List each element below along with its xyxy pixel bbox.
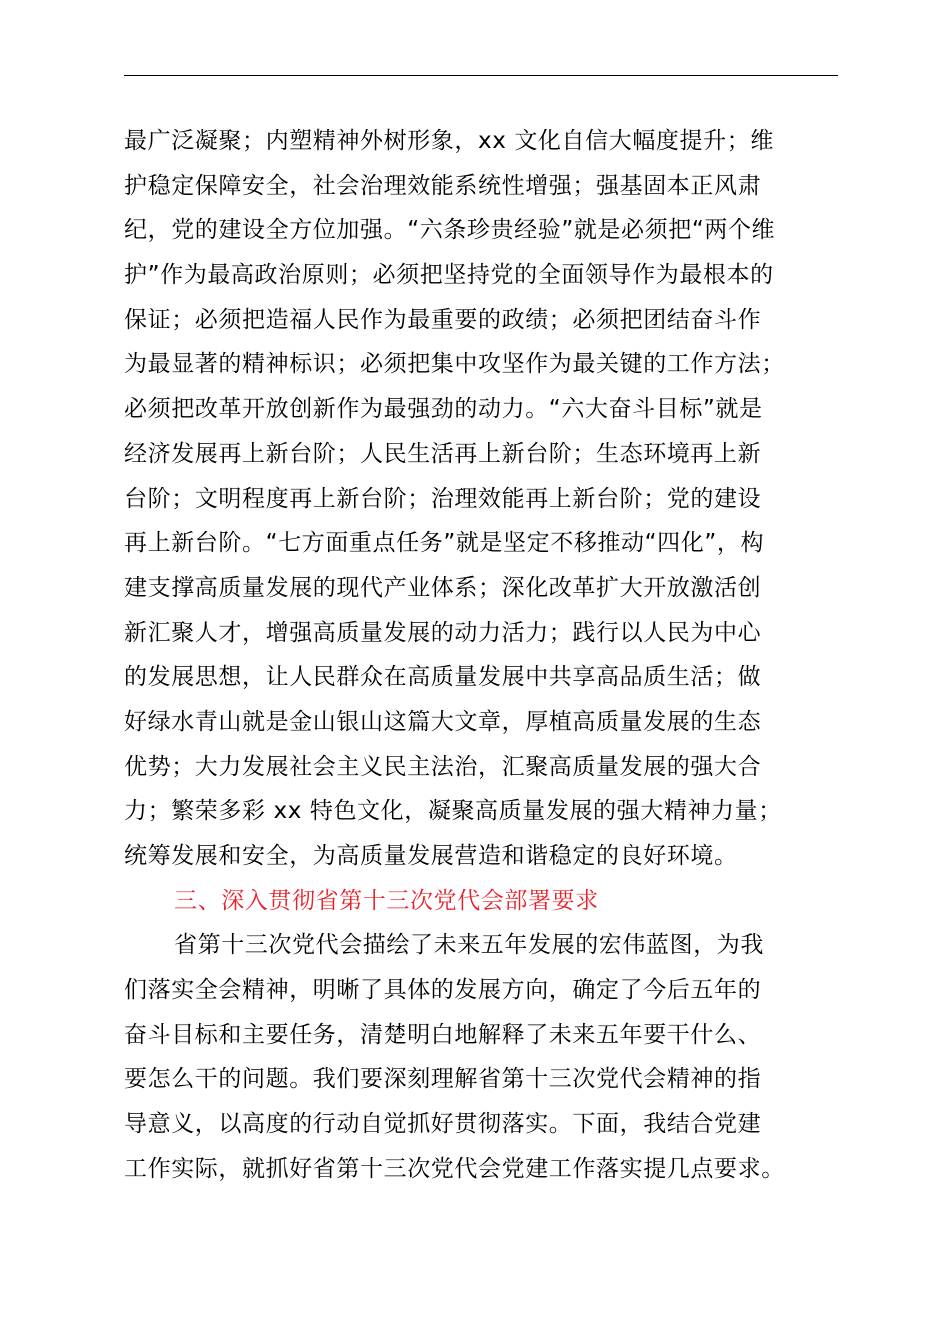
text-line: 保证；必须把造福人民作为最重要的政绩；必须把团结奋斗作 xyxy=(124,306,762,333)
text-line: 统筹发展和安全，为高质量发展营造和谐稳定的良好环境。 xyxy=(124,843,738,869)
text-line: 们落实全会精神，明晰了具体的发展方向，确定了今后五年的 xyxy=(124,977,762,1004)
paragraph-first-line: 省第十三次党代会描绘了未来五年发展的宏伟蓝图，为我 xyxy=(174,932,764,959)
text-line: 优势；大力发展社会主义民主法治，汇聚高质量发展的强大合 xyxy=(124,753,762,780)
text-line: 要怎么干的问题。我们要深刻理解省第十三次党代会精神的指 xyxy=(124,1066,762,1093)
text-line: 护稳定保障安全，社会治理效能系统性增强；强基固本正风肃 xyxy=(124,172,762,199)
text-line: 纪，党的建设全方位加强。“六条珍贵经验”就是必须把“两个维 xyxy=(124,217,776,244)
text-line: 好绿水青山就是金山银山这篇大文章，厚植高质量发展的生态 xyxy=(124,708,762,735)
text-line: 力；繁荣多彩 xx 特色文化，凝聚高质量发展的强大精神力量； xyxy=(124,798,782,825)
text-line: 奋斗目标和主要任务，清楚明白地解释了未来五年要干什么、 xyxy=(124,1021,762,1048)
header-rule xyxy=(124,75,838,76)
text-line: 台阶；文明程度再上新台阶；治理效能再上新台阶；党的建设 xyxy=(124,485,762,512)
body-text xyxy=(124,119,838,1192)
text-line: 新汇聚人才，增强高质量发展的动力活力；践行以人民为中心 xyxy=(124,619,762,646)
text-line: 工作实际，就抓好省第十三次党代会党建工作落实提几点要求。 xyxy=(124,1155,785,1182)
text-line: 导意义，以高度的行动自觉抓好贯彻落实。下面，我结合党建 xyxy=(124,1111,762,1138)
text-line: 为最显著的精神标识；必须把集中攻坚作为最关键的工作方法； xyxy=(124,351,785,378)
text-line: 再上新台阶。“七方面重点任务”就是坚定不移推动“四化”，构 xyxy=(124,530,765,557)
text-line: 经济发展再上新台阶；人民生活再上新台阶；生态环境再上新 xyxy=(124,440,762,467)
section-heading: 三、深入贯彻省第十三次党代会部署要求 xyxy=(174,887,599,914)
text-line: 建支撑高质量发展的现代产业体系；深化改革扩大开放激活创 xyxy=(124,574,762,601)
text-line: 必须把改革开放创新作为最强劲的动力。“六大奋斗目标”就是 xyxy=(124,396,763,423)
text-line: 的发展思想，让人民群众在高质量发展中共享高品质生活；做 xyxy=(124,664,762,691)
text-line: 最广泛凝聚；内塑精神外树形象，xx 文化自信大幅度提升；维 xyxy=(124,128,774,154)
text-line: 护”作为最高政治原则；必须把坚持党的全面领导作为最根本的 xyxy=(124,262,774,289)
